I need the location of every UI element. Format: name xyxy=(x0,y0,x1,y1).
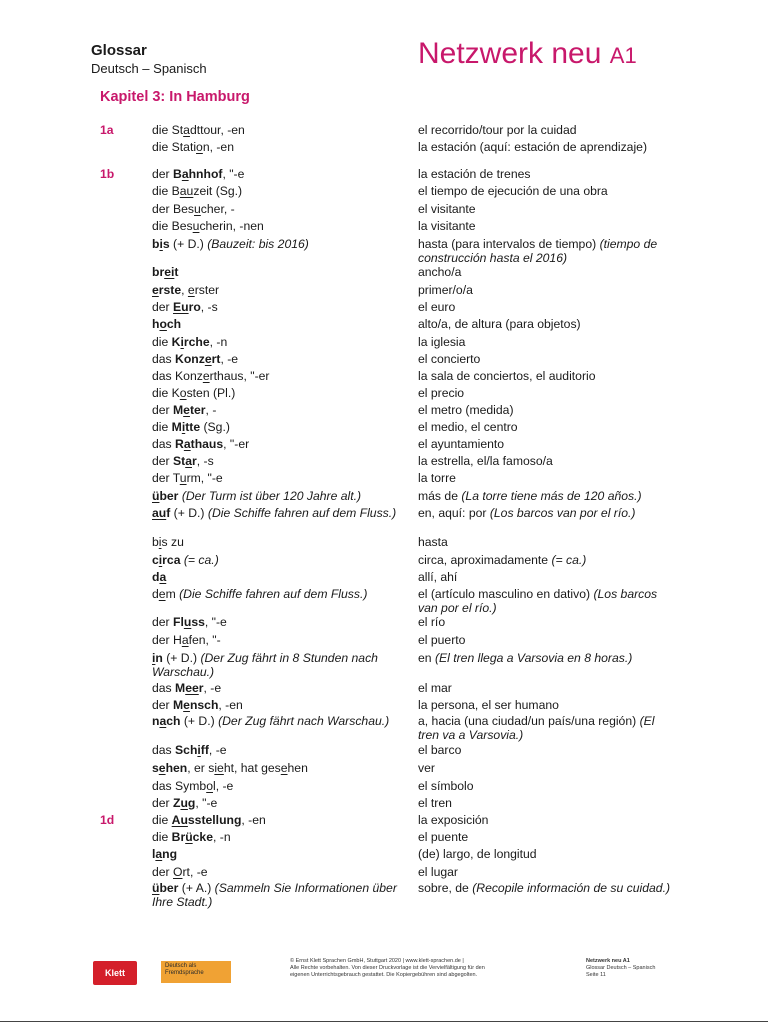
section-number: 1d xyxy=(100,813,115,827)
spanish-translation: el (artículo masculino en dativo) (Los barcos van por el río.) xyxy=(418,587,658,615)
german-term: der Meter, - xyxy=(152,403,217,417)
german-term: das Rathaus, "-er xyxy=(152,437,250,451)
book-subtitle: Glossar Deutsch – Spanisch xyxy=(586,965,656,971)
german-term: bis (+ D.) (Bauzeit: bis 2016) xyxy=(152,237,309,251)
german-term: erste, erster xyxy=(152,283,220,297)
glossary-language-pair: Deutsch – Spanisch xyxy=(91,61,207,76)
spanish-translation: el recorrido/tour por la cuidad xyxy=(418,123,577,137)
spanish-translation: (de) largo, de longitud xyxy=(418,847,537,861)
spanish-translation: el precio xyxy=(418,386,465,400)
spanish-translation: la exposición xyxy=(418,813,489,827)
spanish-translation: el mar xyxy=(418,681,452,695)
spanish-translation: a, hacia (una ciudad/un país/una región) (El tren va a Varsovia.) xyxy=(418,714,655,742)
spanish-translation: el visitante xyxy=(418,202,476,216)
footer-divider xyxy=(0,1021,768,1022)
spanish-translation: el tren xyxy=(418,796,452,810)
spanish-translation: el símbolo xyxy=(418,779,474,793)
german-term: die Stadttour, -en xyxy=(152,123,245,137)
spanish-translation: la sala de conciertos, el auditorio xyxy=(418,369,596,383)
german-term: über (+ A.) (Sammeln Sie Informationen über Ihre Stadt.) xyxy=(152,881,397,909)
chapter-heading: Kapitel 3: In Hamburg xyxy=(100,89,250,105)
german-term: das Konzerthaus, "-er xyxy=(152,369,270,383)
daf-badge: Deutsch als Fremdsprache xyxy=(161,961,231,983)
spanish-translation: circa, aproximadamente (= ca.) xyxy=(418,553,587,567)
german-term: die Ausstellung, -en xyxy=(152,813,266,827)
spanish-translation: más de (La torre tiene más de 120 años.) xyxy=(418,489,642,503)
german-term: lang xyxy=(152,847,178,861)
german-term: die Brücke, -n xyxy=(152,830,231,844)
spanish-translation: el metro (medida) xyxy=(418,403,514,417)
german-term: das Konzert, -e xyxy=(152,352,239,366)
spanish-translation: la estrella, el/la famoso/a xyxy=(418,454,553,468)
spanish-translation: allí, ahí xyxy=(418,570,458,584)
german-term: der Star, -s xyxy=(152,454,214,468)
german-term: hoch xyxy=(152,317,182,331)
german-term: die Besucherin, -nen xyxy=(152,219,264,233)
spanish-translation: el barco xyxy=(418,743,462,757)
german-term: dem (Die Schiffe fahren auf dem Fluss.) xyxy=(152,587,368,601)
german-term: über (Der Turm ist über 120 Jahre alt.) xyxy=(152,489,362,503)
copyright-line-3: eigenen Unterrichtsgebrauch gestattet. Die Kopiergebühren sind abgegolten. xyxy=(290,972,478,978)
german-term: die Kirche, -n xyxy=(152,335,228,349)
spanish-translation: el lugar xyxy=(418,865,458,879)
german-term: da xyxy=(152,570,167,584)
spanish-translation: el río xyxy=(418,615,446,629)
german-term: der Ort, -e xyxy=(152,865,208,879)
german-term: die Bauzeit (Sg.) xyxy=(152,184,243,198)
german-term: die Station, -en xyxy=(152,140,234,154)
brand-name: Netzwerk neu xyxy=(418,37,602,70)
german-term: die Mitte (Sg.) xyxy=(152,420,230,434)
spanish-translation: la visitante xyxy=(418,219,476,233)
spanish-translation: sobre, de (Recopile información de su cuidad.) xyxy=(418,881,671,895)
spanish-translation: en, aquí: por (Los barcos van por el río.) xyxy=(418,506,636,520)
spanish-translation: la iglesia xyxy=(418,335,466,349)
spanish-translation: ancho/a xyxy=(418,265,462,279)
spanish-translation: hasta (para intervalos de tiempo) (tiempo de construcción hasta el 2016) xyxy=(418,237,658,265)
german-term: auf (+ D.) (Die Schiffe fahren auf dem Fluss.) xyxy=(152,506,397,520)
german-term: das Symbol, -e xyxy=(152,779,234,793)
spanish-translation: el concierto xyxy=(418,352,481,366)
spanish-translation: en (El tren llega a Varsovia en 8 horas.) xyxy=(418,651,633,665)
page-info xyxy=(586,958,655,979)
page-number: Seite 11 xyxy=(586,972,606,978)
spanish-translation: el puente xyxy=(418,830,469,844)
german-term: das Schiff, -e xyxy=(152,743,227,757)
german-term: der Bahnhof, "-e xyxy=(152,167,245,181)
spanish-translation: el medio, el centro xyxy=(418,420,518,434)
german-term: circa (= ca.) xyxy=(152,553,219,567)
copyright-notice xyxy=(290,958,540,979)
german-term: die Kosten (Pl.) xyxy=(152,386,236,400)
german-term: der Hafen, "- xyxy=(152,633,221,647)
copyright-line-2: Alle Rechte vorbehalten. Von dieser Druckvorlage ist die Vervielfältigung für den xyxy=(290,965,485,971)
german-term: sehen, er sieht, hat gesehen xyxy=(152,761,308,775)
german-term: der Besucher, - xyxy=(152,202,235,216)
book-name: Netzwerk neu A1 xyxy=(586,958,630,964)
spanish-translation: ver xyxy=(418,761,435,775)
german-term: der Zug, "-e xyxy=(152,796,218,810)
german-term: der Fluss, "-e xyxy=(152,615,227,629)
spanish-translation: primer/o/a xyxy=(418,283,473,297)
spanish-translation: el tiempo de ejecución de una obra xyxy=(418,184,608,198)
spanish-translation: la persona, el ser humano xyxy=(418,698,559,712)
german-term: das Meer, -e xyxy=(152,681,222,695)
german-term: der Mensch, -en xyxy=(152,698,243,712)
spanish-translation: la torre xyxy=(418,471,456,485)
copyright-line-1: © Ernst Klett Sprachen GmbH, Stuttgart 2020 | www.klett-sprachen.de | xyxy=(290,958,464,964)
german-term: nach (+ D.) (Der Zug fährt nach Warschau.) xyxy=(152,714,390,728)
spanish-translation: el puerto xyxy=(418,633,466,647)
spanish-translation: hasta xyxy=(418,535,448,549)
spanish-translation: el euro xyxy=(418,300,456,314)
german-term: bis zu xyxy=(152,535,184,549)
german-term: der Turm, "-e xyxy=(152,471,223,485)
spanish-translation: la estación de trenes xyxy=(418,167,531,181)
spanish-translation: el ayuntamiento xyxy=(418,437,505,451)
brand-level: A1 xyxy=(609,43,637,68)
german-term: breit xyxy=(152,265,179,279)
section-number: 1a xyxy=(100,123,114,137)
german-term: in (+ D.) (Der Zug fährt in 8 Stunden nach Warschau.) xyxy=(152,651,378,679)
spanish-translation: la estación (aquí: estación de aprendizaje) xyxy=(418,140,647,154)
spanish-translation: alto/a, de altura (para objetos) xyxy=(418,317,581,331)
klett-logo: Klett xyxy=(93,961,137,985)
glossary-title: Glossar xyxy=(91,42,147,59)
section-number: 1b xyxy=(100,167,115,181)
german-term: der Euro, -s xyxy=(152,300,218,314)
